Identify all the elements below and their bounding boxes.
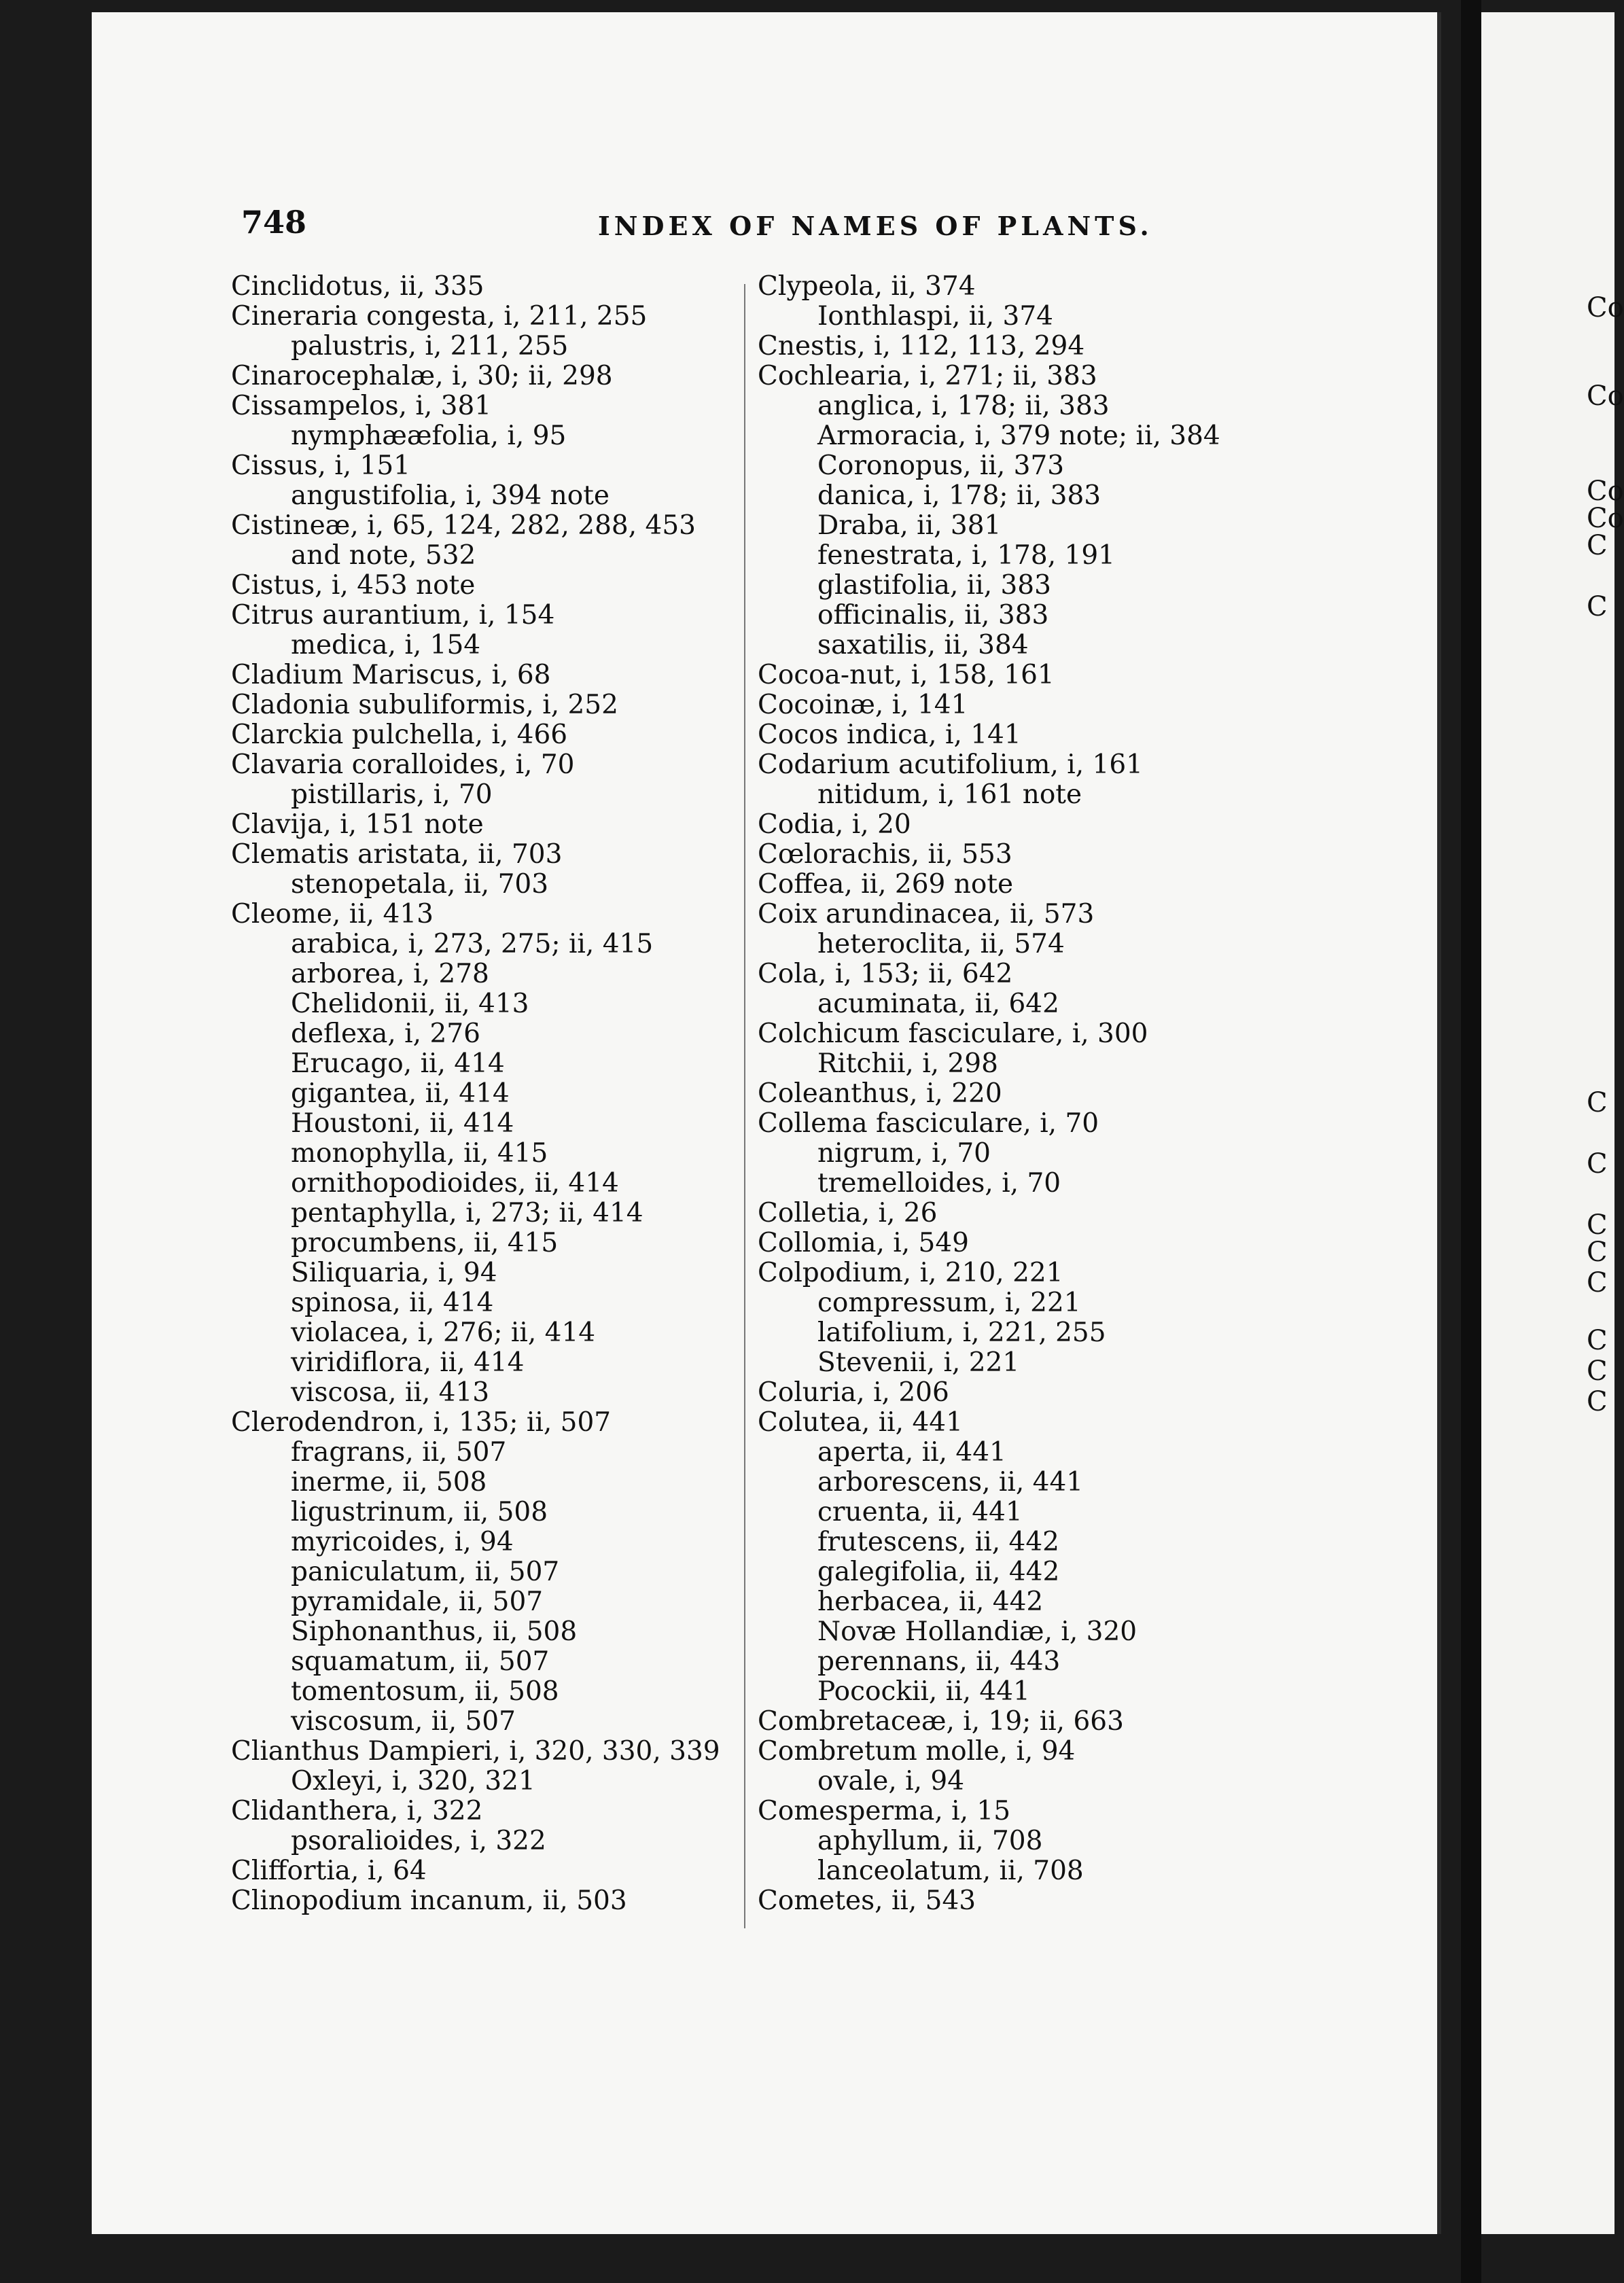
facing-page-letter: C [1587, 530, 1608, 561]
index-entry: compressum, i, 221 [817, 1288, 1081, 1318]
facing-page-letter: C [1587, 1325, 1608, 1356]
facing-page-letter: Co [1587, 476, 1624, 507]
index-column-left [231, 272, 788, 1916]
index-entry: arborea, i, 278 [291, 959, 489, 989]
index-entry: Codia, i, 20 [758, 809, 911, 840]
index-entry: nitidum, i, 161 note [817, 779, 1082, 810]
index-entry: Clypeola, ii, 374 [758, 271, 976, 302]
index-entry: Collomia, i, 549 [758, 1228, 969, 1258]
index-entry: medica, i, 154 [291, 630, 481, 660]
index-entry: Armoracia, i, 379 note; ii, 384 [817, 421, 1220, 451]
index-entry: Erucago, ii, 414 [291, 1048, 505, 1079]
index-entry: Coix arundinacea, ii, 573 [758, 899, 1095, 930]
index-entry: nigrum, i, 70 [817, 1138, 991, 1169]
index-entry: Chelidonii, ii, 413 [291, 989, 529, 1019]
book-spine [1461, 0, 1481, 2283]
index-entry: Cineraria congesta, i, 211, 255 [231, 301, 648, 332]
index-entry: inerme, ii, 508 [291, 1467, 487, 1498]
index-entry: ovale, i, 94 [817, 1766, 965, 1797]
facing-page-letter: C [1587, 1087, 1608, 1118]
facing-page-letter: C [1587, 591, 1608, 622]
index-entry: viridiflora, ii, 414 [291, 1347, 525, 1378]
index-entry: arborescens, ii, 441 [817, 1467, 1084, 1498]
index-entry: lanceolatum, ii, 708 [817, 1856, 1084, 1886]
index-entry: arabica, i, 273, 275; ii, 415 [291, 929, 654, 959]
facing-page-letter: C [1587, 1267, 1608, 1298]
index-entry: Clidanthera, i, 322 [231, 1796, 483, 1826]
index-entry: Cœlorachis, ii, 553 [758, 839, 1012, 870]
index-entry: psoralioides, i, 322 [291, 1826, 546, 1856]
facing-page-letter: C [1587, 1237, 1608, 1268]
facing-page-letter: Co [1587, 503, 1624, 534]
index-entry: galegifolia, ii, 442 [817, 1557, 1060, 1587]
index-entry: tremelloides, i, 70 [817, 1168, 1061, 1199]
index-entry: Novæ Hollandiæ, i, 320 [817, 1616, 1137, 1647]
index-entry: Cola, i, 153; ii, 642 [758, 959, 1013, 989]
index-entry: ligustrinum, ii, 508 [291, 1497, 548, 1527]
index-entry: Clematis aristata, ii, 703 [231, 839, 563, 870]
facing-page-letter: C [1587, 1356, 1608, 1387]
index-entry: monophylla, ii, 415 [291, 1138, 548, 1169]
index-entry: violacea, i, 276; ii, 414 [291, 1317, 596, 1348]
index-entry: Citrus aurantium, i, 154 [231, 600, 555, 631]
index-entry: Coffea, ii, 269 note [758, 869, 1014, 900]
index-entry: Pocockii, ii, 441 [817, 1676, 1030, 1707]
facing-page-letter: Co [1587, 292, 1624, 323]
index-entry: ornithopodioides, ii, 414 [291, 1168, 619, 1199]
index-entry: squamatum, ii, 507 [291, 1646, 550, 1677]
index-entry: Cocoinæ, i, 141 [758, 690, 968, 720]
page-header [241, 204, 1342, 251]
index-entry: tomentosum, ii, 508 [291, 1676, 559, 1707]
index-entry: herbacea, ii, 442 [817, 1587, 1044, 1617]
running-title: INDEX OF NAMES OF PLANTS. [598, 211, 1153, 241]
index-entry: Colutea, ii, 441 [758, 1407, 963, 1438]
index-entry: Clianthus Dampieri, i, 320, 330, 339 [231, 1736, 720, 1767]
index-entry: frutescens, ii, 442 [817, 1527, 1059, 1557]
index-entry: pistillaris, i, 70 [291, 779, 493, 810]
index-entry: Houstoni, ii, 414 [291, 1108, 514, 1139]
index-entry: Coluria, i, 206 [758, 1377, 949, 1408]
index-entry: Colchicum fasciculare, i, 300 [758, 1019, 1148, 1049]
facing-page-edge [1481, 12, 1614, 2234]
index-entry: anglica, i, 178; ii, 383 [817, 391, 1110, 421]
index-entry: Ritchii, i, 298 [817, 1048, 998, 1079]
index-entry: Siliquaria, i, 94 [291, 1258, 497, 1288]
index-entry: Ionthlaspi, ii, 374 [817, 301, 1053, 332]
index-entry: Coronopus, ii, 373 [817, 450, 1065, 481]
index-entry: Cnestis, i, 112, 113, 294 [758, 331, 1085, 361]
index-entry: stenopetala, ii, 703 [291, 869, 549, 900]
index-entry: Colletia, i, 26 [758, 1198, 938, 1228]
index-entry: spinosa, ii, 414 [291, 1288, 494, 1318]
index-entry: Colpodium, i, 210, 221 [758, 1258, 1063, 1288]
index-entry: nymphææfolia, i, 95 [291, 421, 567, 451]
index-entry: Codarium acutifolium, i, 161 [758, 749, 1143, 780]
index-entry: myricoides, i, 94 [291, 1527, 514, 1557]
index-entry: gigantea, ii, 414 [291, 1078, 510, 1109]
index-entry: Collema fasciculare, i, 70 [758, 1108, 1099, 1139]
index-entry: and note, 532 [291, 540, 476, 571]
index-entry: Cistus, i, 453 note [231, 570, 476, 601]
facing-page-letter: C [1587, 1386, 1608, 1417]
index-entry: acuminata, ii, 642 [817, 989, 1059, 1019]
index-entry: Clarckia pulchella, i, 466 [231, 720, 568, 750]
index-entry: danica, i, 178; ii, 383 [817, 480, 1101, 511]
facing-page-letter: C [1587, 1209, 1608, 1241]
index-entry: viscosum, ii, 507 [291, 1706, 516, 1737]
index-entry: heteroclita, ii, 574 [817, 929, 1065, 959]
index-entry: Cissus, i, 151 [231, 450, 410, 481]
index-entry: Clerodendron, i, 135; ii, 507 [231, 1407, 612, 1438]
index-entry: Cladium Mariscus, i, 68 [231, 660, 551, 690]
index-entry: angustifolia, i, 394 note [291, 480, 610, 511]
index-entry: pyramidale, ii, 507 [291, 1587, 544, 1617]
index-entry: fenestrata, i, 178, 191 [817, 540, 1115, 571]
index-entry: aperta, ii, 441 [817, 1437, 1006, 1468]
index-entry: Cometes, ii, 543 [758, 1886, 976, 1916]
index-entry: palustris, i, 211, 255 [291, 331, 569, 361]
index-entry: Cocos indica, i, 141 [758, 720, 1021, 750]
index-entry: paniculatum, ii, 507 [291, 1557, 560, 1587]
index-entry: Stevenii, i, 221 [817, 1347, 1020, 1378]
index-entry: Clavija, i, 151 note [231, 809, 484, 840]
index-entry: Oxleyi, i, 320, 321 [291, 1766, 535, 1797]
index-entry: pentaphylla, i, 273; ii, 414 [291, 1198, 643, 1228]
index-entry: Cladonia subuliformis, i, 252 [231, 690, 618, 720]
index-entry: perennans, ii, 443 [817, 1646, 1061, 1677]
index-entry: aphyllum, ii, 708 [817, 1826, 1043, 1856]
index-entry: Clinopodium incanum, ii, 503 [231, 1886, 627, 1916]
index-entry: Cissampelos, i, 381 [231, 391, 492, 421]
page-number: 748 [241, 204, 307, 241]
index-entry: Draba, ii, 381 [817, 510, 1002, 541]
index-entry: Cocoa-nut, i, 158, 161 [758, 660, 1055, 690]
index-entry: Siphonanthus, ii, 508 [291, 1616, 578, 1647]
index-column-right [758, 272, 1369, 1916]
index-entry: glastifolia, ii, 383 [817, 570, 1051, 601]
index-entry: viscosa, ii, 413 [291, 1377, 490, 1408]
index-entry: officinalis, ii, 383 [817, 600, 1049, 631]
index-entry: fragrans, ii, 507 [291, 1437, 507, 1468]
index-entry: Combretaceæ, i, 19; ii, 663 [758, 1706, 1124, 1737]
index-entry: Cliffortia, i, 64 [231, 1856, 427, 1886]
index-entry: Comesperma, i, 15 [758, 1796, 1011, 1826]
index-entry: cruenta, ii, 441 [817, 1497, 1023, 1527]
index-entry: Cinarocephalæ, i, 30; ii, 298 [231, 361, 613, 391]
index-entry: Cleome, ii, 413 [231, 899, 434, 930]
index-entry: Coleanthus, i, 220 [758, 1078, 1002, 1109]
facing-page-letter: C [1587, 1148, 1608, 1180]
index-entry: Cistineæ, i, 65, 124, 282, 288, 453 [231, 510, 696, 541]
index-entry: Combretum molle, i, 94 [758, 1736, 1076, 1767]
index-entry: Cochlearia, i, 271; ii, 383 [758, 361, 1097, 391]
index-entry: deflexa, i, 276 [291, 1019, 480, 1049]
index-entry: Clavaria coralloides, i, 70 [231, 749, 575, 780]
index-entry: Cinclidotus, ii, 335 [231, 271, 484, 302]
index-entry: saxatilis, ii, 384 [817, 630, 1029, 660]
facing-page-letter: Co [1587, 380, 1624, 412]
index-entry: procumbens, ii, 415 [291, 1228, 559, 1258]
index-entry: latifolium, i, 221, 255 [817, 1317, 1106, 1348]
